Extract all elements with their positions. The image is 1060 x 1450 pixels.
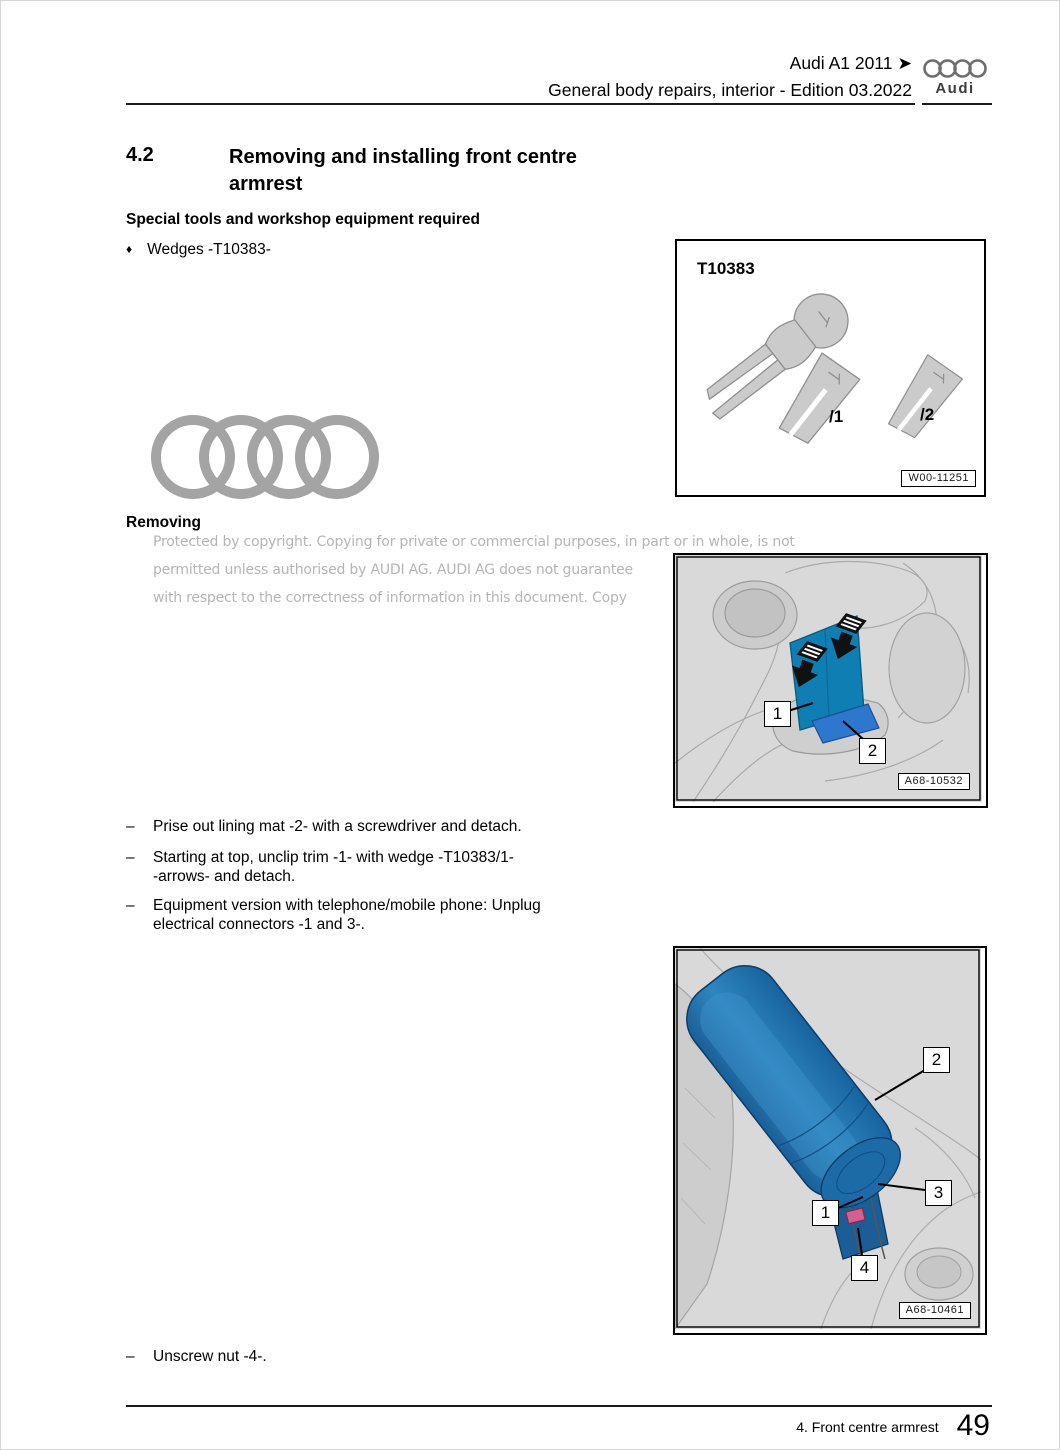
- step-text: Unscrew nut -4-.: [153, 1348, 267, 1365]
- audi-rings-icon: [923, 57, 987, 80]
- audi-wordmark: Audi: [935, 80, 975, 97]
- copyright-line-1: Protected by copyright. Copying for private or commercial purposes, in part or in whole, is not: [153, 534, 795, 550]
- callout-1: 1: [764, 701, 791, 727]
- step-unscrew-nut: [126, 1348, 267, 1367]
- audi-rings-watermark-icon: [151, 413, 379, 501]
- removing-heading: Removing: [126, 514, 201, 531]
- step-text: Starting at top, unclip trim -1- with wedge -T10383/1-: [153, 849, 514, 866]
- footer-page-number: 49: [956, 1409, 990, 1442]
- wedge-2-label: /2: [920, 405, 935, 424]
- copyright-line-2: permitted unless authorised by AUDI AG. AUDI AG does not guarantee: [153, 562, 633, 578]
- step-text: -arrows- and detach.: [153, 867, 296, 885]
- step-unclip-trim: [126, 849, 514, 886]
- step-unplug-connectors: [126, 897, 541, 934]
- figure-id-label: A68-10532: [898, 773, 970, 790]
- step-text: Equipment version with telephone/mobile phone: Unplug: [153, 897, 541, 914]
- figure-console-trim: [673, 553, 988, 808]
- dash-bullet: –: [126, 849, 135, 866]
- wedge-1-label: /1: [829, 407, 844, 426]
- dash-bullet: –: [126, 1348, 135, 1365]
- section-title-line2: armrest: [229, 173, 303, 195]
- copyright-line-3: with respect to the correctness of information in this document. Copy: [153, 590, 627, 606]
- step-prise-lining-mat: [126, 818, 522, 837]
- dash-bullet: –: [126, 818, 135, 835]
- callout-2: 2: [859, 738, 886, 764]
- section-title: [229, 144, 577, 198]
- figure-id-label: W00-11251: [901, 470, 976, 487]
- figure-tool-wedges: [675, 239, 986, 497]
- dash-bullet: –: [126, 897, 135, 914]
- step-text: Prise out lining mat -2- with a screwdriver and detach.: [153, 818, 522, 835]
- callout-4: 4: [851, 1255, 878, 1281]
- armrest-illustration: [675, 948, 981, 1329]
- figure-armrest: [673, 946, 987, 1335]
- footer: [796, 1409, 990, 1443]
- section-number: 4.2: [126, 144, 154, 166]
- tool-list-item: [126, 241, 271, 259]
- callout-2: 2: [923, 1047, 950, 1073]
- header-rule: [126, 103, 915, 105]
- figure-id-label: A68-10461: [899, 1302, 971, 1319]
- special-tools-heading: Special tools and workshop equipment required: [126, 211, 480, 228]
- header-rule-logo: [922, 103, 992, 105]
- tool-code-label: T10383: [697, 259, 755, 278]
- section-title-line1: Removing and installing front centre: [229, 146, 577, 168]
- tool-item-label: Wedges -T10383-: [147, 241, 271, 258]
- callout-3: 3: [925, 1180, 952, 1206]
- header-doc-line: General body repairs, interior - Edition 03.2022: [548, 80, 912, 100]
- console-trim-illustration: [675, 555, 982, 802]
- callout-1: 1: [812, 1200, 839, 1226]
- header-model-line: Audi A1 2011 ➤: [789, 53, 912, 73]
- footer-rule: [126, 1405, 992, 1407]
- step-text: electrical connectors -1 and 3-.: [153, 915, 365, 933]
- footer-chapter-label: 4. Front centre armrest: [796, 1419, 939, 1435]
- diamond-bullet-icon: ♦: [126, 242, 133, 256]
